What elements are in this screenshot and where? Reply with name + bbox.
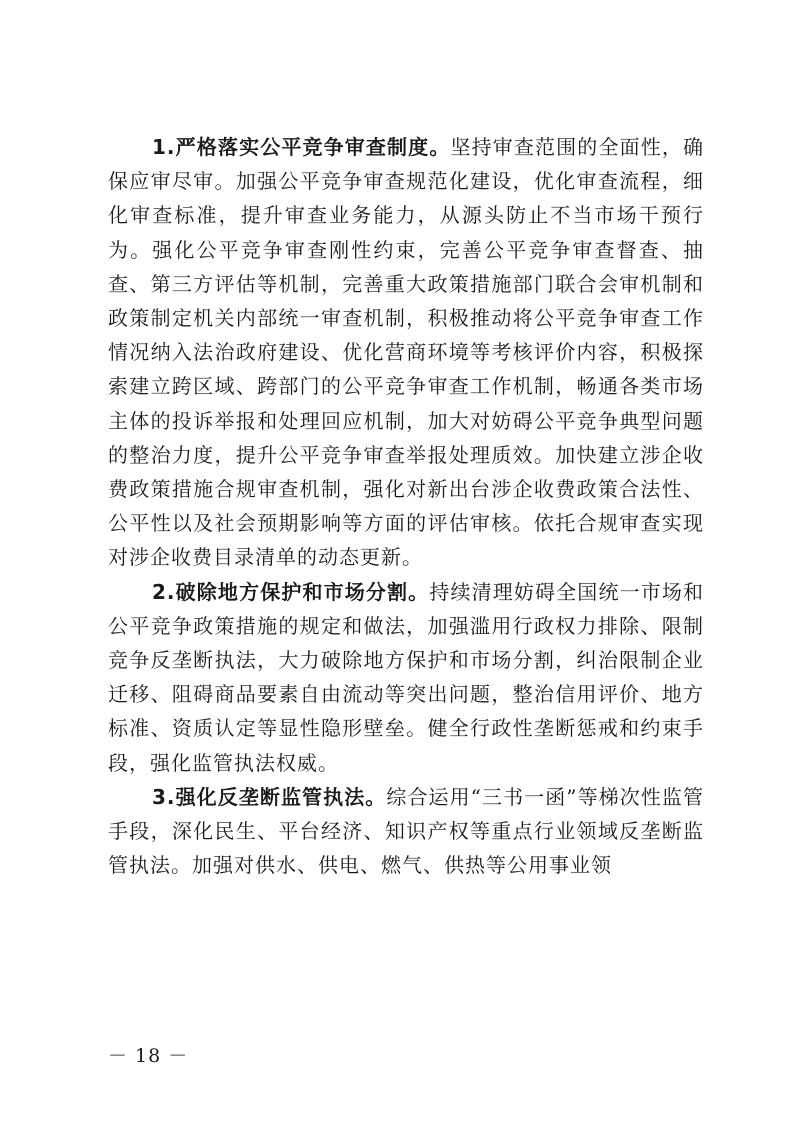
document-body bbox=[108, 130, 704, 882]
section-3-body: 综合运用“三书一函”等梯次性监管手段，深化民生、平台经济、知识产权等重点行业领域反垄断监管执法。加强对供水、供电、燃气、供热等公用事业领 bbox=[108, 784, 704, 878]
page-number: － 18 － bbox=[108, 1045, 189, 1067]
section-2-body: 持续清理妨碍全国统一市场和公平竞争政策措施的规定和做法，加强滥用行政权力排除、限制竞争反垄断执法，大力破除地方保护和市场分割，纠治限制企业迁移、阻碍商品要素自由流动等突出问题，整治信用评价、地方标准、资质认定等显性隐形壁垒。健全行政性垄断惩戒和约束手段，强化监管执法权威。 bbox=[108, 579, 705, 775]
section-1-paragraph bbox=[108, 130, 704, 575]
section-2-heading: 2.破除地方保护和市场分割。 bbox=[152, 579, 430, 604]
section-3-heading: 3.强化反垄断监管执法。 bbox=[152, 784, 387, 809]
section-2-paragraph bbox=[108, 575, 704, 780]
section-3-paragraph bbox=[108, 780, 704, 883]
section-1-heading: 1.严格落实公平竞争审查制度。 bbox=[152, 135, 451, 159]
section-1-body: 坚持审查范围的全面性，确保应审尽审。加强公平竞争审查规范化建设，优化审查流程，细化审查标准，提升审查业务能力，从源头防止不当市场干预行为。强化公平竞争审查刚性约束，完善公平竞争审查督查、抽查、第三方评估等机制，完善重大政策措施部门联合会审机制和政策制定机关内部统一审查机制，积极推动将公平竞争审查工作情况纳入法治政府建设、优化营商环境等考核评价内容，积极探索建立跨区域、跨部门的公平竞争审查工作机制，畅通各类市场主体的投诉举报和处理回应机制，加大对妨碍公平竞争典型问题的整治力度，提升公平竞争审查举报处理质效。加快建立涉企收费政策措施合规审查机制，强化对新出台涉企收费政策合法性、公平性以及社会预期影响等方面的评估审核。依托合规审查实现对涉企收费目录清单的动态更新。 bbox=[108, 135, 705, 570]
